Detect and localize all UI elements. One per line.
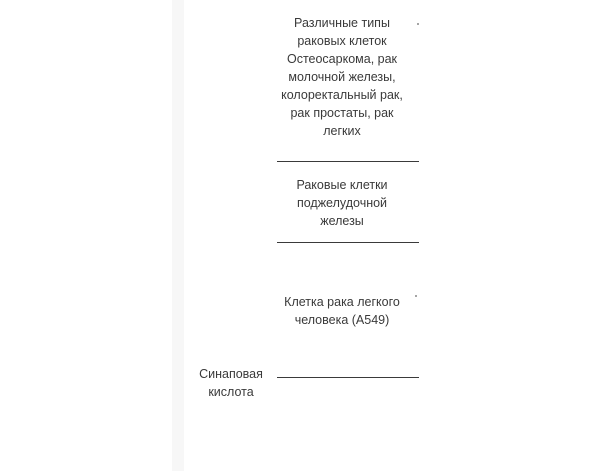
cell-line-text-1: Различные типы раковых клеток Остеосаркома, рак молочной железы, колоректальный рак, рак простаты, рак легких (281, 16, 403, 138)
cell-line-text-3: Клетка рака легкого человека (A549) (284, 295, 400, 327)
compound-name: Синаповая кислота (199, 367, 263, 399)
row-divider (277, 377, 419, 378)
decorative-mark (415, 295, 417, 297)
row-divider (277, 161, 419, 162)
decorative-mark (417, 23, 419, 25)
row-divider (277, 242, 419, 243)
page-gutter (172, 0, 184, 471)
cell-line-text-2: Раковые клетки поджелудочной железы (296, 178, 388, 228)
